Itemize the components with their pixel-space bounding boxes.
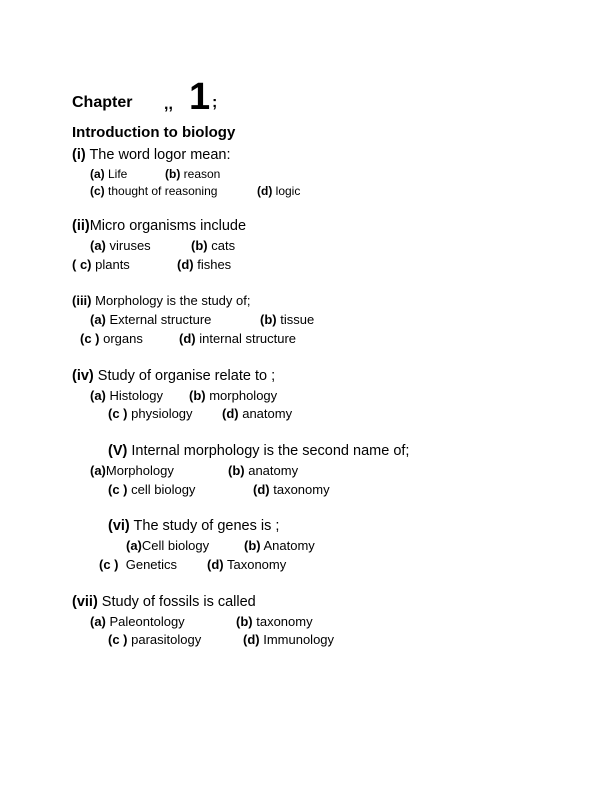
- option-label: (b): [165, 167, 181, 181]
- option-b: [228, 464, 298, 477]
- option-c: [72, 258, 130, 271]
- chapter-word: Chapter: [72, 94, 133, 111]
- option-label: (b): [228, 463, 245, 478]
- option-text: plants: [91, 257, 130, 272]
- option-c: [80, 332, 143, 345]
- option-label: (a): [90, 312, 106, 327]
- question-text: Internal morphology is the second name of;: [127, 443, 410, 459]
- option-label: (a): [90, 238, 106, 253]
- option-label: (b): [244, 538, 261, 553]
- option-b: [189, 389, 277, 402]
- option-b: [191, 239, 235, 252]
- option-text: taxonomy: [252, 614, 313, 629]
- option-text: Taxonomy: [223, 557, 287, 572]
- section-title: Introduction to biology: [72, 124, 236, 141]
- option-text: cell biology: [127, 482, 196, 497]
- chapter-quote: ,,: [164, 96, 173, 113]
- option-a: [126, 539, 209, 552]
- option-text: Paleontology: [105, 614, 185, 629]
- option-text: tissue: [276, 312, 315, 327]
- option-d: [179, 332, 296, 345]
- option-a: [90, 239, 151, 252]
- option-a: [90, 615, 185, 628]
- option-text: parasitology: [127, 632, 202, 647]
- option-text: Immunology: [259, 632, 335, 647]
- question-5: [108, 444, 409, 459]
- question-number: (vii): [72, 594, 98, 610]
- option-label: (b): [260, 312, 277, 327]
- option-text: fishes: [193, 257, 232, 272]
- option-a: [90, 313, 211, 326]
- option-label: (a): [126, 538, 142, 553]
- option-label: (a): [90, 463, 106, 478]
- option-label: ( c): [72, 257, 92, 272]
- question-text: Morphology is the study of;: [91, 293, 251, 308]
- option-b: [260, 313, 314, 326]
- option-text: Life: [104, 167, 128, 181]
- option-label: (d): [177, 257, 194, 272]
- option-b: [165, 168, 220, 180]
- option-c: [108, 483, 195, 496]
- option-d: [243, 633, 334, 646]
- question-text: Study of fossils is called: [97, 594, 256, 610]
- option-text: internal structure: [195, 331, 297, 346]
- option-a: [90, 464, 174, 477]
- chapter-number: 1: [189, 76, 211, 118]
- option-d: [222, 407, 292, 420]
- option-label: (d): [222, 406, 239, 421]
- option-label: (c ): [108, 482, 128, 497]
- option-text: reason: [180, 167, 221, 181]
- question-text: Micro organisms include: [89, 218, 247, 234]
- option-label: (d): [257, 184, 273, 198]
- option-text: anatomy: [244, 463, 299, 478]
- question-number: (ii): [72, 218, 90, 234]
- option-text: logic: [272, 184, 301, 198]
- option-text: thought of reasoning: [104, 184, 218, 198]
- option-d: [207, 558, 286, 571]
- option-text: anatomy: [238, 406, 293, 421]
- option-text: cats: [207, 238, 236, 253]
- option-a: [90, 168, 127, 180]
- option-label: (a): [90, 614, 106, 629]
- question-number: (vi): [108, 518, 130, 534]
- question-number: (iv): [72, 368, 94, 384]
- question-6: [108, 519, 279, 534]
- option-text: Anatomy: [260, 538, 315, 553]
- option-label: (a): [90, 167, 105, 181]
- option-text: External structure: [105, 312, 212, 327]
- option-b: [236, 615, 313, 628]
- option-b: [244, 539, 315, 552]
- option-text: organs: [99, 331, 143, 346]
- option-text: taxonomy: [269, 482, 330, 497]
- option-d: [253, 483, 330, 496]
- option-label: (c ): [99, 557, 119, 572]
- option-text: Histology: [105, 388, 163, 403]
- option-label: (d): [253, 482, 270, 497]
- option-text: viruses: [105, 238, 151, 253]
- option-label: (c ): [108, 632, 128, 647]
- option-d: [177, 258, 231, 271]
- question-number: (i): [72, 147, 86, 163]
- question-1: [72, 148, 231, 163]
- question-7: [72, 595, 256, 610]
- option-c: [99, 558, 177, 571]
- question-2: [72, 219, 246, 234]
- option-label: (a): [90, 388, 106, 403]
- option-text: morphology: [205, 388, 278, 403]
- option-label: (d): [207, 557, 224, 572]
- option-text: physiology: [127, 406, 193, 421]
- question-text: The word logor mean:: [85, 147, 231, 163]
- option-label: (c ): [108, 406, 128, 421]
- chapter-semicolon: ;: [212, 94, 218, 111]
- question-text: Study of organise relate to ;: [93, 368, 276, 384]
- question-number: (V): [108, 443, 128, 459]
- option-label: (b): [191, 238, 208, 253]
- option-label: (c): [90, 184, 105, 198]
- question-number: (iii): [72, 293, 92, 308]
- option-c: [108, 633, 201, 646]
- option-c: [108, 407, 193, 420]
- option-label: (d): [243, 632, 260, 647]
- option-text: Genetics: [118, 557, 178, 572]
- option-d: [257, 185, 300, 197]
- question-3: [72, 294, 250, 307]
- option-a: [90, 389, 163, 402]
- option-text: Morphology: [105, 463, 174, 478]
- option-label: (b): [189, 388, 206, 403]
- option-text: Cell biology: [141, 538, 210, 553]
- option-label: (c ): [80, 331, 100, 346]
- option-label: (b): [236, 614, 253, 629]
- question-4: [72, 369, 275, 384]
- option-label: (d): [179, 331, 196, 346]
- option-c: [90, 185, 217, 197]
- question-text: The study of genes is ;: [129, 518, 280, 534]
